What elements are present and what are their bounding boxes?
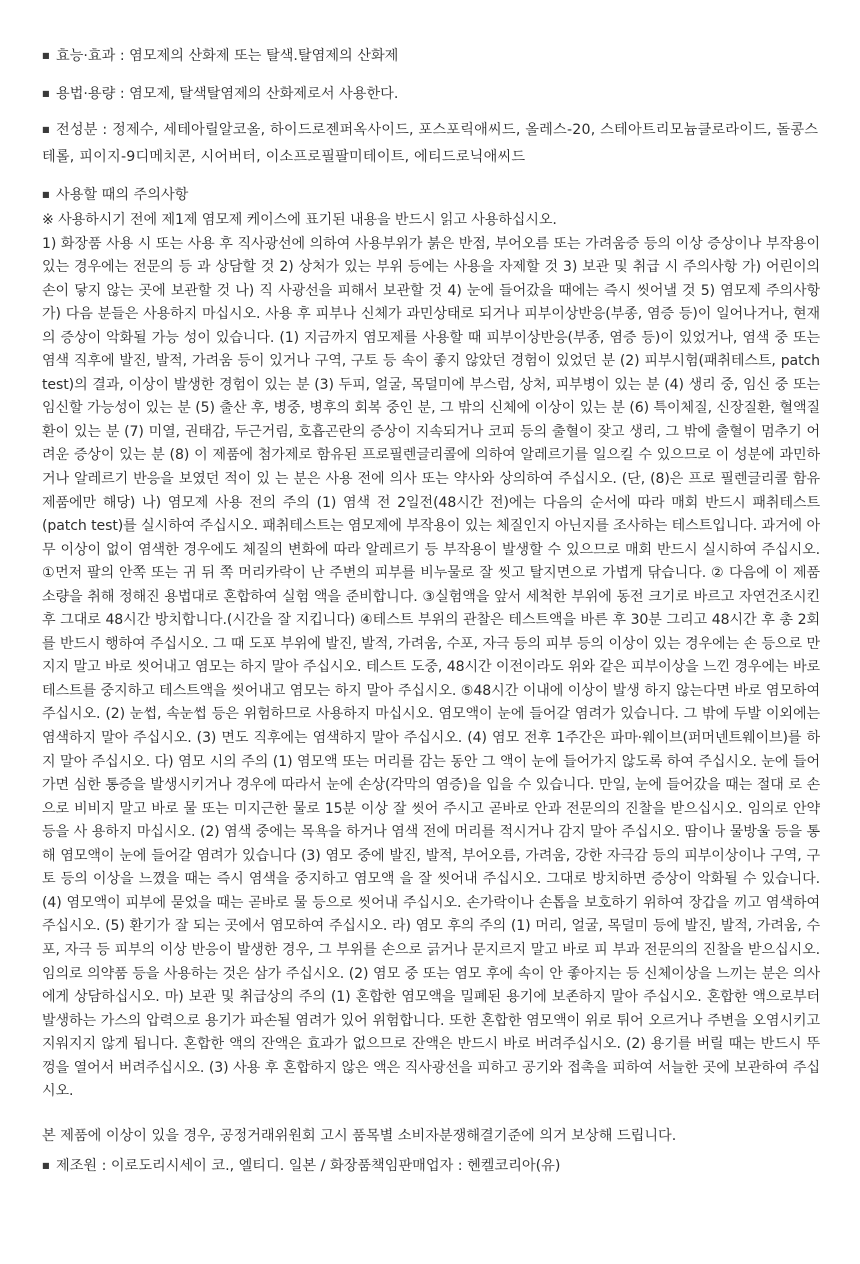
ingredients-text: 전성분 : 정제수, 세테아릴알코올, 하이드로젠퍼옥사이드, 포스포릭애씨드, 올레스-20, 스테아트리모늄클로라이드, 돌콩스테롤, 피이지-9디메치콘, 시어버터, 이소프로필팔미테이트, 에티드로닉애씨드 [42,122,819,165]
bullet-square-icon: ■ [42,89,50,98]
usage-line [42,80,820,108]
precautions-body: 1) 화장품 사용 시 또는 사용 후 직사광선에 의하여 사용부위가 붉은 반점, 부어오름 또는 가려움증 등의 이상 증상이나 부작용이 있는 경우에는 전문의 등 과 상담할 것 2) 상처가 있는 부위 등에는 사용을 자제할 것 3) 보관 및 취급 시 주의사항 가) 어린이의 손이 닿지 않는 곳에 보관할 것 나) 직 사광선을 피해서 보관할 것 4) 눈에 들어갔을 때에는 즉시 씻어낼 것 5) 염모제 주의사항 가) 다음 분들은 사용하지 마십시오. 사용 후 피부나 신체가 과민상태로 되거나 피부이상반응(부종, 염증 등)이 일어나거나, 현재의 증상이 악화될 가능 성이 있습니다. (1) 지금까지 염모제를 사용할 때 피부이상반응(부종, 염증 등)이 있었거나, 염색 중 또는 염색 직후에 발진, 발적, 가려움 등이 있거나 구역, 구토 등 속이 좋지 않았던 경험이 있었던 분 (2) 피부시험(패취테스트, patch test)의 결과, 이상이 발생한 경험이 있는 분 (3) 두피, 얼굴, 목덜미에 부스럼, 상처, 피부병이 있는 분 (4) 생리 중, 임신 중 또는 임신할 가능성이 있는 분 (5) 출산 후, 병중, 병후의 회복 중인 분, 그 밖의 신체에 이상이 있는 분 (6) 특이체질, 신장질환, 혈액질환이 있는 분 (7) 미열, 권태감, 두근거림, 호흡곤란의 증상이 지속되거나 코피 등의 출혈이 잦고 생리, 그 밖에 출혈이 멈추기 어려운 증상이 있는 분 (8) 이 제품에 첨가제로 함유된 프로필렌글리콜에 의하여 알레르기를 일으킬 수 있으므로 이 성분에 과민하거나 알레르기 반응을 보였던 적이 있 는 분은 사용 전에 의사 또는 약사와 상의하여 주십시오. (단, (8)은 프로 필렌글리콜 함유 제품에만 해당) 나) 염모제 사용 전의 주의 (1) 염색 전 2일전(48시간 전)에는 다음의 순서에 따라 매회 반드시 패취테스트(patch test)를 실시하여 주십시오. 패취테스트는 염모제에 부작용이 있는 체질인지 아닌지를 조사하는 테스트입니다. 과거에 아무 이상이 없이 염색한 경우에도 체질의 변화에 따라 알레르기 등 부작용이 발생할 수 있으므로 매회 반드시 실시하여 주십시오. ①먼저 팔의 안쪽 또는 귀 뒤 쪽 머리카락이 난 주변의 피부를 비누물로 잘 씻고 탈지면으로 가볍게 닦습니다. ② 다음에 이 제품 소량을 취해 정해진 용법대로 혼합하여 실험 액을 준비합니다. ③실험액을 앞서 세척한 부위에 동전 크기로 바르고 자연건조시킨 후 그대로 48시간 방치합니다.(시간을 잘 지킵니다) ④테스트 부위의 관찰은 테스트액을 바른 후 30분 그리고 48시간 후 총 2회를 반드시 행하여 주십시오. 그 때 도포 부위에 발진, 발적, 가려움, 수포, 자극 등의 피부 등의 이상이 있는 경우에는 손 등으로 만지지 말고 바로 씻어내고 염모는 하지 말아 주십시오. 테스트 도중, 48시간 이전이라도 위와 같은 피부이상을 느낀 경우에는 바로 테스트를 중지하고 테스트액을 씻어내고 염모는 하지 말아 주십시오. ⑤48시간 이내에 이상이 발생 하지 않는다면 바로 염모하여 주십시오. (2) 눈썹, 속눈썹 등은 위험하므로 사용하지 마십시오. 염모액이 눈에 들어갈 염려가 있습니다. 그 밖에 두발 이외에는 염색하지 말아 주십시오. (3) 면도 직후에는 염색하지 말아 주십시오. (4) 염모 전후 1주간은 파마·웨이브(퍼머넨트웨이브)를 하지 말아 주십시오. 다) 염모 시의 주의 (1) 염모액 또는 머리를 감는 동안 그 액이 눈에 들어가지 않도록 하여 주십시오. 눈에 들어가면 심한 통증을 발생시키거나 경우에 따라서 눈에 손상(각막의 염증)을 입을 수 있습니다. 만일, 눈에 들어갔을 때는 절대 로 손으로 비비지 말고 바로 물 또는 미지근한 물로 15분 이상 잘 씻어 주시고 곧바로 안과 전문의의 진찰을 받으십시오. 임의로 안약 등을 사 용하지 마십시오. (2) 염색 중에는 목욕을 하거나 염색 전에 머리를 적시거나 감지 말아 주십시오. 땀이나 물방울 등을 통해 염모액이 눈에 들어갈 염려가 있습니다 (3) 염모 중에 발진, 발적, 부어오름, 가려움, 강한 자극감 등의 피부이상이나 구역, 구토 등의 이상을 느꼈을 때는 즉시 염색을 중지하고 염모액 을 잘 씻어내 주십시오. 그대로 방치하면 증상이 악화될 수 있습니다. (4) 염모액이 피부에 묻었을 때는 곧바로 물 등으로 씻어내 주십시오. 손가락이나 손톱을 보호하기 위하여 장갑을 끼고 염색하여 주십시오. (5) 환기가 잘 되는 곳에서 염모하여 주십시오. 라) 염모 후의 주의 (1) 머리, 얼굴, 목덜미 등에 발진, 발적, 가려움, 수포, 자극 등 피부의 이상 반응이 발생한 경우, 그 부위를 손으로 긁거나 문지르지 말고 바로 피 부과 전문의의 진찰을 받으십시오. 임의로 의약품 등을 사용하는 것은 삼가 주십시오. (2) 염모 중 또는 염모 후에 속이 안 좋아지는 등 신체이상을 느끼는 분은 의사에게 상담하십시오. 마) 보관 및 취급상의 주의 (1) 혼합한 염모액을 밀폐된 용기에 보존하지 말아 주십시오. 혼합한 액으로부터 발생하는 가스의 압력으로 용기가 파손될 염려가 있어 위험합니다. 또한 혼합한 염모액이 위로 튀어 오르거나 주변을 오염시키고 지워지지 않게 됩니다. 혼합한 액의 잔액은 효과가 없으므로 잔액은 반드시 바로 버려주십시오. (2) 용기를 버릴 때는 반드시 뚜껑을 열어서 버려주십시오. (3) 사용 후 혼합하지 않은 액은 직사광선을 피하고 공기와 접촉을 피하여 서늘한 곳에 보관하여 주십시오. [42,235,820,1100]
precautions-intro: ※ 사용하시기 전에 제1제 염모제 케이스에 표기된 내용을 반드시 읽고 사용하십시오. [42,212,557,228]
precautions-heading [42,181,820,209]
bullet-square-icon: ■ [42,51,50,60]
compensation-notice: 본 제품에 이상이 있을 경우, 공정거래위원회 고시 품목별 소비자분쟁해결기준에 의거 보상해 드립니다. [42,1127,677,1144]
manufacturer-line [42,1154,820,1178]
bullet-square-icon: ■ [42,125,50,134]
precautions-section [42,181,820,1104]
efficacy-text: 효능·효과 : 염모제의 산화제 또는 탈색.탈염제의 산화제 [56,48,399,64]
precautions-heading-text: 사용할 때의 주의사항 [56,187,189,203]
ingredients-block [42,116,820,171]
manufacturer-text: 제조원 : 이로도리시세이 코., 엘티디. 일본 / 화장품책임판매업자 : 헨켈코리아(유) [56,1157,561,1174]
bullet-square-icon: ■ [42,190,50,199]
bullet-square-icon: ■ [42,1160,50,1170]
efficacy-line [42,42,820,70]
usage-text: 용법·용량 : 염모제, 탈색탈염제의 산화제로서 사용한다. [56,86,399,102]
